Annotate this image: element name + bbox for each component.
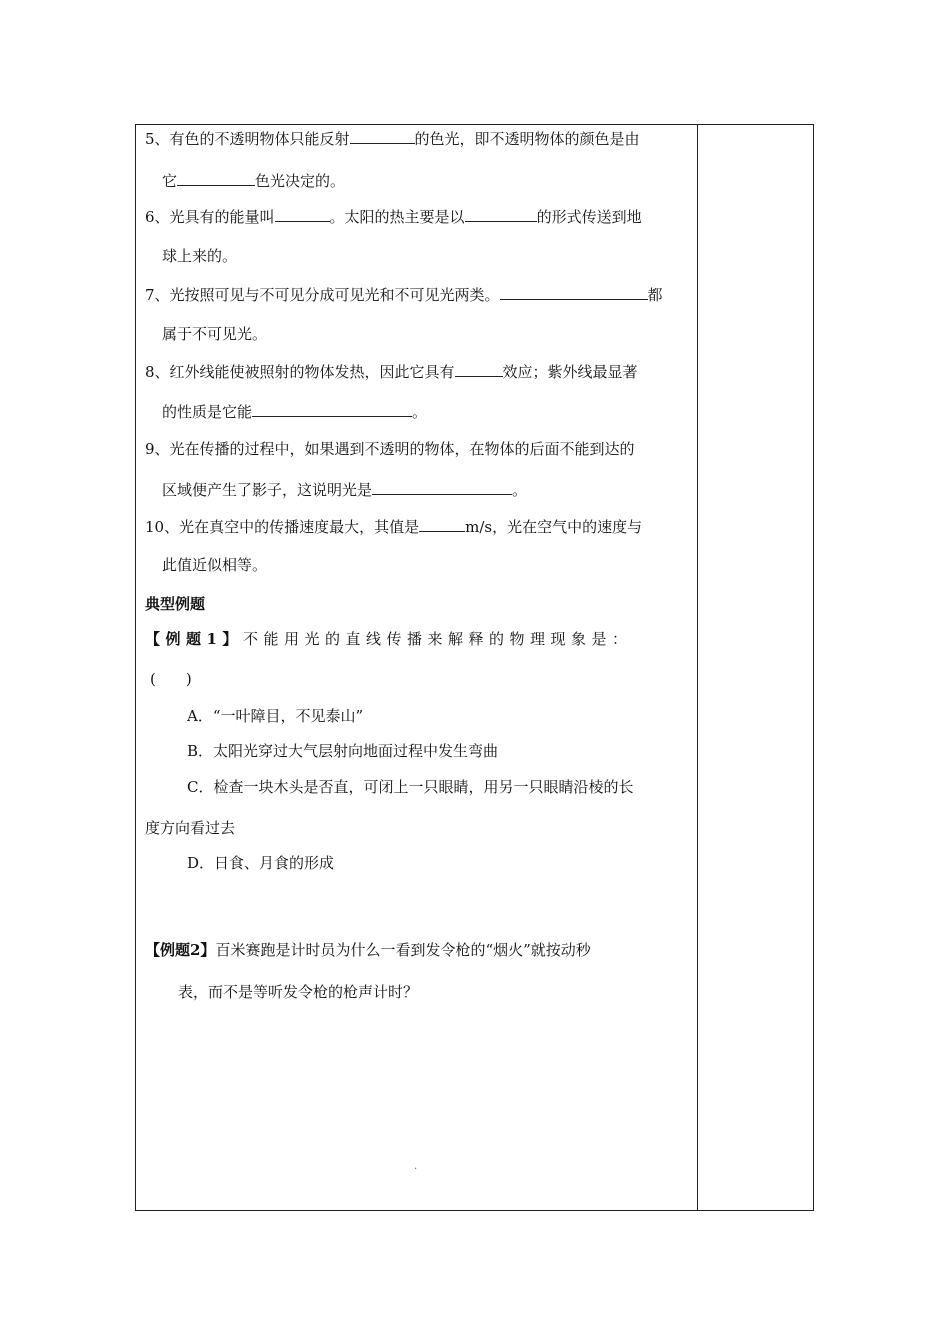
question-8-line1: 8、红外线能使被照射的物体发热，因此它具有 效应；紫外线最显著: [145, 363, 638, 381]
question-5-line1: 5、有色的不透明物体只能反射 的色光，即不透明物体的颜色是由: [145, 130, 640, 148]
example-1-option-d: D．日食、月食的形成: [187, 854, 335, 872]
question-8-line2: 的性质是它能 。: [162, 403, 428, 421]
question-10-line1: 10、光在真空中的传播速度最大，其值是 m/s，光在空气中的速度与: [145, 518, 643, 536]
example-2-line1: 【例题2】百米赛跑是计时员为什么一看到发令枪的“烟火”就按动秒: [145, 941, 591, 959]
answer-blank[interactable]: [275, 206, 330, 222]
question-9-line2: 区域便产生了影子，这说明光是 。: [162, 481, 528, 499]
example-1-option-c-line2: 度方向看过去: [145, 819, 236, 837]
question-5-line2: 它 色光决定的。: [162, 172, 346, 190]
example-1-paren: ( ): [150, 670, 192, 688]
section-title: 典型例题: [145, 595, 206, 613]
answer-blank[interactable]: [455, 361, 503, 377]
example-1-stem: 【例题1】不能用光的直线传播来解释的物理现象是：: [145, 630, 633, 648]
question-7-line2: 属于不可见光。: [162, 325, 268, 343]
answer-blank[interactable]: [350, 128, 415, 144]
answer-blank[interactable]: [372, 479, 512, 495]
answer-blank[interactable]: [252, 401, 412, 417]
example-1-option-c-line1: C．检查一块木头是否直，可闭上一只眼睛，用另一只眼睛沿棱的长: [187, 778, 634, 796]
answer-blank[interactable]: [465, 206, 537, 222]
question-10-line2: 此值近似相等。: [162, 556, 268, 574]
answer-blank[interactable]: [500, 284, 648, 300]
example-1-option-a: A．“一叶障目，不见泰山”: [187, 707, 364, 725]
example-1-option-b: B．太阳光穿过大气层射向地面过程中发生弯曲: [187, 742, 499, 760]
example-2-line2: 表，而不是等听发令枪的枪声计时？: [178, 983, 419, 1001]
question-6-line2: 球上来的。: [162, 247, 238, 265]
question-6-line1: 6、光具有的能量叫 。太阳的热主要是以 的形式传送到地: [145, 208, 642, 226]
column-divider: [697, 124, 698, 1211]
answer-blank[interactable]: [419, 516, 465, 532]
answer-blank[interactable]: [177, 170, 255, 186]
footer-mark: .: [414, 1161, 418, 1172]
question-9-line1: 9、光在传播的过程中，如果遇到不透明的物体，在物体的后面不能到达的: [145, 440, 635, 458]
question-7-line1: 7、光按照可见与不可见分成可见光和不可见光两类。 都: [145, 286, 663, 304]
